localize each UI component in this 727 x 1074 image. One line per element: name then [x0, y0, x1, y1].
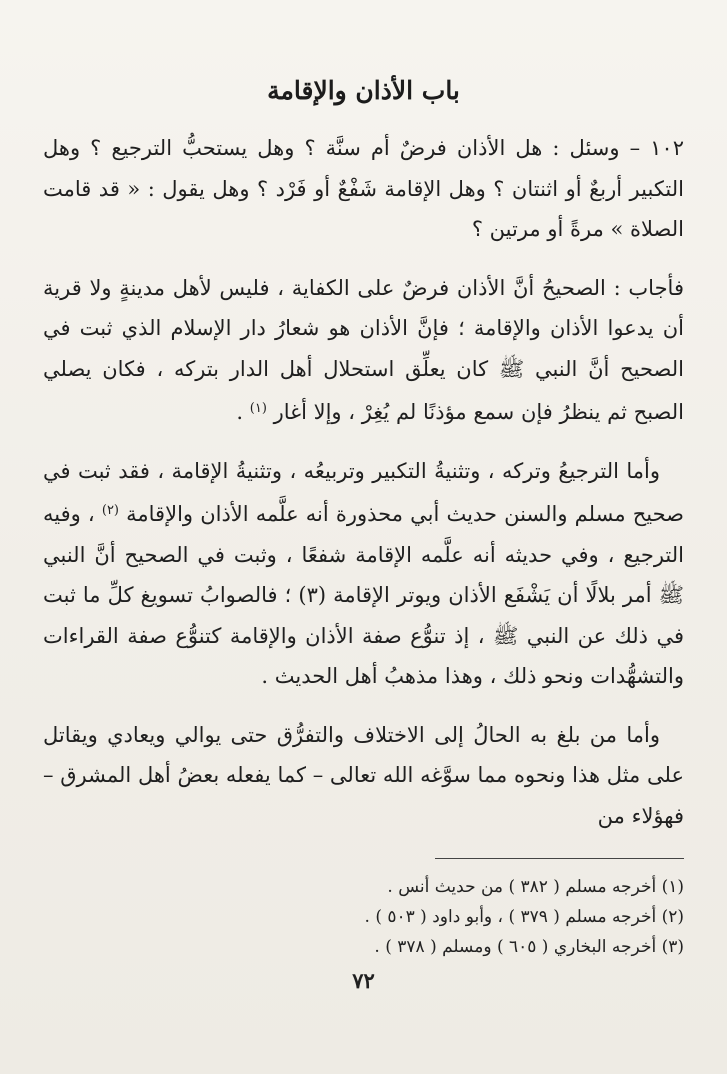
footnote-3: (٣) أخرجه البخاري ( ٦٠٥ ) ومسلم ( ٣٧٨ ) . — [374, 937, 684, 957]
footnote-divider — [435, 858, 684, 859]
paragraph-text: فأجاب : الصحيحُ أنَّ الأذان فرضٌ على الكفاية ، فليس لأهل مدينةٍ ولا قرية أن يدعوا الأذان والإقامة ؛ فإنَّ الأذان هو شعارُ دار الإسلام الذي ثبت في الصحيح أنَّ النبي ﷺ كان يعلِّق استحلال أهل الدار بتركه ، فكان يصلي الصبح ثم ينظرُ فإن سمع مؤذنًا لم يُغِرْ ، وإلا أغار — [43, 275, 684, 424]
body-text — [43, 128, 684, 854]
paragraph-text: ١٠٢ – وسئل : هل الأذان فرضٌ أم سنَّة ؟ وهل يستحبُّ الترجيع ؟ وهل التكبير أربعٌ أو اثنتان ؟ وهل الإقامة شَفْعٌ أو فَرْد ؟ وهل يقول : « قد قامت الصلاة » مرةً أو مرتين ؟ — [43, 136, 684, 241]
paragraph-disagreement — [43, 715, 684, 837]
footnote-reference: (١) — [249, 401, 267, 416]
paragraph-text-end: ، وفيه الترجيع ، وفي حديثه أنه علَّمه الإقامة شفعًا ، وثبت في الصحيح أنَّ النبي ﷺ أمر بلالًا أن يَشْفَع الأذان ويوتر الإقامة (٣) ؛ فالصوابُ تسويغ كلِّ ما ثبت في ذلك عن النبي ﷺ ، إذ تنوُّع صفة الأذان والإقامة كتنوُّع صفة القراءات والتشهُّدات ونحو ذلك ، وهذا مذهبُ أهل الحديث . — [43, 502, 685, 688]
page-number: ٧٢ — [352, 968, 375, 993]
paragraph-tarjee — [43, 451, 684, 697]
footnote-1: (١) أخرجه مسلم ( ٣٨٢ ) من حديث أنس . — [387, 877, 684, 897]
footnote-2: (٢) أخرجه مسلم ( ٣٧٩ ) ، وأبو داود ( ٥٠٣ ) . — [364, 907, 684, 927]
paragraph-text-end: . — [236, 400, 250, 424]
footnote-reference: (٢) — [101, 503, 119, 518]
chapter-heading: باب الأذان والإقامة — [267, 76, 460, 105]
paragraph-answer — [43, 268, 684, 433]
paragraph-text: وأما الترجيعُ وتركه ، وتثنيةُ التكبير وتربيعُه ، وتثنيةُ الإقامة ، فقد ثبت في صحيح مسلم والسنن حديث أبي محذورة أنه علَّمه الأذان والإقامة — [43, 458, 684, 526]
footnotes — [43, 872, 684, 962]
paragraph-question — [43, 128, 684, 250]
paragraph-text: وأما من بلغ به الحالُ إلى الاختلاف والتفرُّق حتى يوالي ويعادي ويقاتل على مثل هذا ونحوه مما سوَّغه الله تعالى – كما يفعله بعضُ أهل المشرق – فهؤلاء من — [43, 722, 684, 828]
